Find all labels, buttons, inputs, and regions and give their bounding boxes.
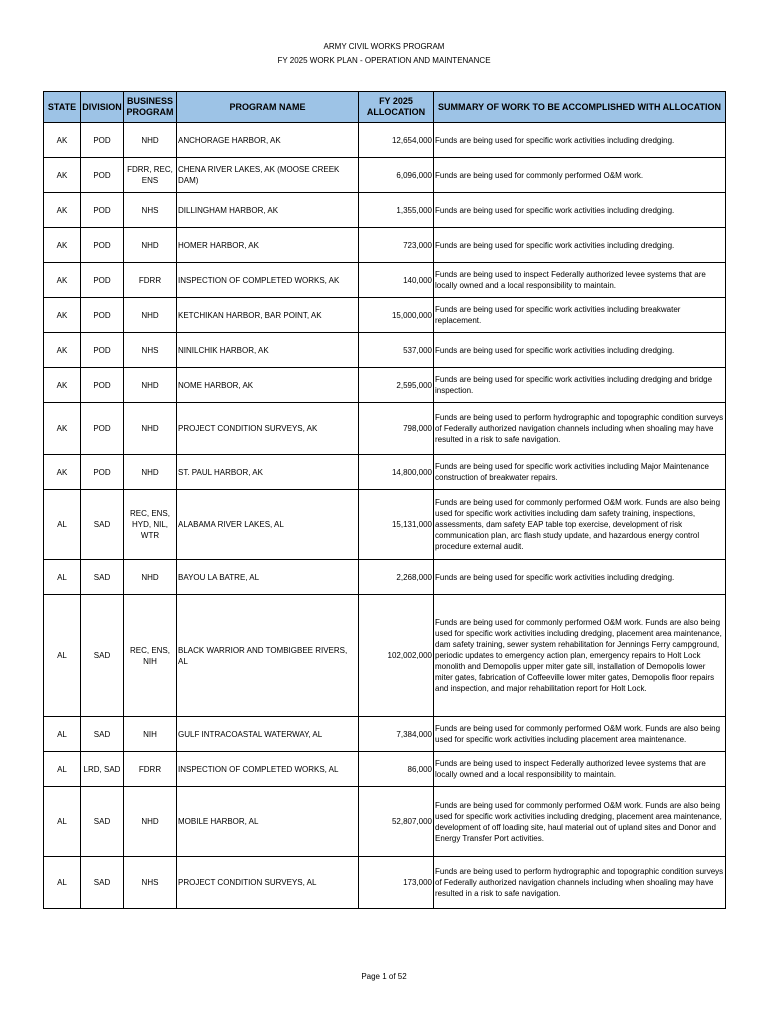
cell-program-name: GULF INTRACOASTAL WATERWAY, AL: [177, 717, 359, 752]
cell-summary: Funds are being used for specific work activities including dredging and bridge inspection.: [434, 368, 726, 403]
cell-program-name: BAYOU LA BATRE, AL: [177, 560, 359, 595]
cell-program-name: CHENA RIVER LAKES, AK (MOOSE CREEK DAM): [177, 158, 359, 193]
cell-business-program: NHS: [124, 333, 177, 368]
cell-state: AL: [44, 857, 81, 909]
cell-summary: Funds are being used for specific work activities including Major Maintenance construction of breakwater repairs.: [434, 455, 726, 490]
cell-state: AL: [44, 595, 81, 717]
cell-business-program: NHD: [124, 787, 177, 857]
cell-program-name: PROJECT CONDITION SURVEYS, AL: [177, 857, 359, 909]
cell-division: LRD, SAD: [81, 752, 124, 787]
page-number: Page 1 of 52: [361, 972, 407, 981]
column-header-division: DIVISION: [81, 92, 124, 123]
cell-allocation: 537,000: [359, 333, 434, 368]
cell-business-program: FDRR, REC, ENS: [124, 158, 177, 193]
cell-program-name: ALABAMA RIVER LAKES, AL: [177, 490, 359, 560]
cell-allocation: 2,595,000: [359, 368, 434, 403]
cell-allocation: 12,654,000: [359, 123, 434, 158]
cell-program-name: BLACK WARRIOR AND TOMBIGBEE RIVERS, AL: [177, 595, 359, 717]
cell-program-name: MOBILE HARBOR, AL: [177, 787, 359, 857]
cell-summary: Funds are being used for specific work activities including dredging.: [434, 333, 726, 368]
cell-division: POD: [81, 193, 124, 228]
cell-state: AK: [44, 455, 81, 490]
cell-summary: Funds are being used for specific work activities including dredging.: [434, 560, 726, 595]
cell-state: AL: [44, 787, 81, 857]
cell-division: POD: [81, 455, 124, 490]
cell-summary: Funds are being used to perform hydrographic and topographic condition surveys of Federally authorized navigation channels including when shoaling may have resulted in a risk to safe navigation.: [434, 403, 726, 455]
table-row: [44, 490, 726, 560]
cell-state: AL: [44, 560, 81, 595]
cell-summary: Funds are being used to perform hydrographic and topographic condition surveys of Federally authorized navigation channels including when shoaling may have resulted in a risk to safe navigation.: [434, 857, 726, 909]
cell-division: POD: [81, 298, 124, 333]
cell-business-program: NHD: [124, 560, 177, 595]
table-row: [44, 455, 726, 490]
cell-state: AK: [44, 298, 81, 333]
cell-allocation: 7,384,000: [359, 717, 434, 752]
cell-business-program: NHD: [124, 123, 177, 158]
table-row: [44, 560, 726, 595]
table-row: [44, 752, 726, 787]
table-row: [44, 193, 726, 228]
cell-state: AK: [44, 333, 81, 368]
cell-summary: Funds are being used for specific work activities including breakwater replacement.: [434, 298, 726, 333]
cell-program-name: ST. PAUL HARBOR, AK: [177, 455, 359, 490]
cell-program-name: HOMER HARBOR, AK: [177, 228, 359, 263]
table-row: [44, 123, 726, 158]
cell-program-name: PROJECT CONDITION SURVEYS, AK: [177, 403, 359, 455]
cell-allocation: 86,000: [359, 752, 434, 787]
cell-allocation: 14,800,000: [359, 455, 434, 490]
table-row: [44, 403, 726, 455]
cell-division: POD: [81, 123, 124, 158]
table-row: [44, 787, 726, 857]
cell-division: POD: [81, 368, 124, 403]
cell-state: AK: [44, 263, 81, 298]
cell-division: SAD: [81, 560, 124, 595]
table-row: [44, 717, 726, 752]
column-header-allocation: FY 2025 ALLOCATION: [359, 92, 434, 123]
cell-business-program: NHD: [124, 455, 177, 490]
cell-division: POD: [81, 333, 124, 368]
cell-allocation: 798,000: [359, 403, 434, 455]
cell-summary: Funds are being used for commonly performed O&M work. Funds are also being used for specific work activities including dredging, placement area maintenance, dam safety training, sewer system rehabilitation for Jennings Ferry campground, periodic updates to emergency action plan, emergency repairs to Holt Lock monolith and Demopolis upper miter gate sill, installation of Demopolis lower miter gates, fabrication of Coffeeville lower miter gates, Demopolis floor repairs and inspection, and major rehabilitation report for Holt Lock.: [434, 595, 726, 717]
table-row: [44, 368, 726, 403]
cell-allocation: 2,268,000: [359, 560, 434, 595]
cell-allocation: 140,000: [359, 263, 434, 298]
cell-division: SAD: [81, 857, 124, 909]
cell-summary: Funds are being used for commonly performed O&M work.: [434, 158, 726, 193]
cell-summary: Funds are being used to inspect Federally authorized levee systems that are locally owned and a local responsibility to maintain.: [434, 752, 726, 787]
table-row: [44, 263, 726, 298]
cell-division: POD: [81, 228, 124, 263]
cell-summary: Funds are being used for specific work activities including dredging.: [434, 123, 726, 158]
table-row: [44, 298, 726, 333]
cell-division: POD: [81, 403, 124, 455]
cell-summary: Funds are being used for commonly performed O&M work. Funds are also being used for specific work activities including dredging, placement area maintenance, development of off loading site, haul material out of upland sites and Donor and Energy Transfer Port activities.: [434, 787, 726, 857]
cell-business-program: NHS: [124, 857, 177, 909]
document-subtitle: FY 2025 WORK PLAN - OPERATION AND MAINTENANCE: [277, 56, 491, 65]
work-plan-table: [43, 91, 726, 909]
cell-program-name: KETCHIKAN HARBOR, BAR POINT, AK: [177, 298, 359, 333]
cell-allocation: 102,002,000: [359, 595, 434, 717]
cell-program-name: DILLINGHAM HARBOR, AK: [177, 193, 359, 228]
column-header-business-program: BUSINESS PROGRAM: [124, 92, 177, 123]
cell-allocation: 173,000: [359, 857, 434, 909]
cell-allocation: 723,000: [359, 228, 434, 263]
cell-business-program: REC, ENS, NIH: [124, 595, 177, 717]
cell-business-program: NHD: [124, 298, 177, 333]
cell-business-program: REC, ENS, HYD, NIL, WTR: [124, 490, 177, 560]
cell-state: AK: [44, 193, 81, 228]
table-row: [44, 333, 726, 368]
table-row: [44, 595, 726, 717]
column-header-program-name: PROGRAM NAME: [177, 92, 359, 123]
column-header-summary: SUMMARY OF WORK TO BE ACCOMPLISHED WITH ALLOCATION: [434, 92, 726, 123]
cell-business-program: NHD: [124, 228, 177, 263]
cell-allocation: 6,096,000: [359, 158, 434, 193]
cell-program-name: INSPECTION OF COMPLETED WORKS, AK: [177, 263, 359, 298]
cell-summary: Funds are being used for specific work activities including dredging.: [434, 228, 726, 263]
cell-state: AK: [44, 123, 81, 158]
cell-allocation: 15,000,000: [359, 298, 434, 333]
column-header-state: STATE: [44, 92, 81, 123]
cell-allocation: 52,807,000: [359, 787, 434, 857]
cell-business-program: FDRR: [124, 263, 177, 298]
table-row: [44, 857, 726, 909]
table-header-row: [44, 92, 726, 123]
cell-summary: Funds are being used for specific work activities including dredging.: [434, 193, 726, 228]
cell-program-name: NINILCHIK HARBOR, AK: [177, 333, 359, 368]
cell-state: AK: [44, 368, 81, 403]
cell-division: SAD: [81, 490, 124, 560]
cell-program-name: INSPECTION OF COMPLETED WORKS, AL: [177, 752, 359, 787]
cell-program-name: ANCHORAGE HARBOR, AK: [177, 123, 359, 158]
cell-state: AL: [44, 717, 81, 752]
cell-state: AL: [44, 490, 81, 560]
page-header: [0, 40, 768, 68]
cell-summary: Funds are being used to inspect Federally authorized levee systems that are locally owned and a local responsibility to maintain.: [434, 263, 726, 298]
cell-division: SAD: [81, 787, 124, 857]
cell-business-program: NIH: [124, 717, 177, 752]
cell-program-name: NOME HARBOR, AK: [177, 368, 359, 403]
cell-summary: Funds are being used for commonly performed O&M work. Funds are also being used for specific work activities including dam safety training, inspections, assessments, dam safety EAP table top exercise, development of risk communication plan, arc flash study update, and hazardous energy control procedure external audit.: [434, 490, 726, 560]
cell-business-program: NHD: [124, 368, 177, 403]
cell-state: AK: [44, 158, 81, 193]
cell-division: POD: [81, 158, 124, 193]
cell-business-program: NHS: [124, 193, 177, 228]
cell-allocation: 1,355,000: [359, 193, 434, 228]
cell-allocation: 15,131,000: [359, 490, 434, 560]
cell-business-program: NHD: [124, 403, 177, 455]
cell-division: SAD: [81, 717, 124, 752]
cell-state: AL: [44, 752, 81, 787]
cell-state: AK: [44, 228, 81, 263]
cell-division: SAD: [81, 595, 124, 717]
document-title: ARMY CIVIL WORKS PROGRAM: [323, 42, 445, 51]
cell-state: AK: [44, 403, 81, 455]
cell-division: POD: [81, 263, 124, 298]
cell-summary: Funds are being used for commonly performed O&M work. Funds are also being used for specific work activities including placement area maintenance.: [434, 717, 726, 752]
table-row: [44, 158, 726, 193]
table-row: [44, 228, 726, 263]
cell-business-program: FDRR: [124, 752, 177, 787]
